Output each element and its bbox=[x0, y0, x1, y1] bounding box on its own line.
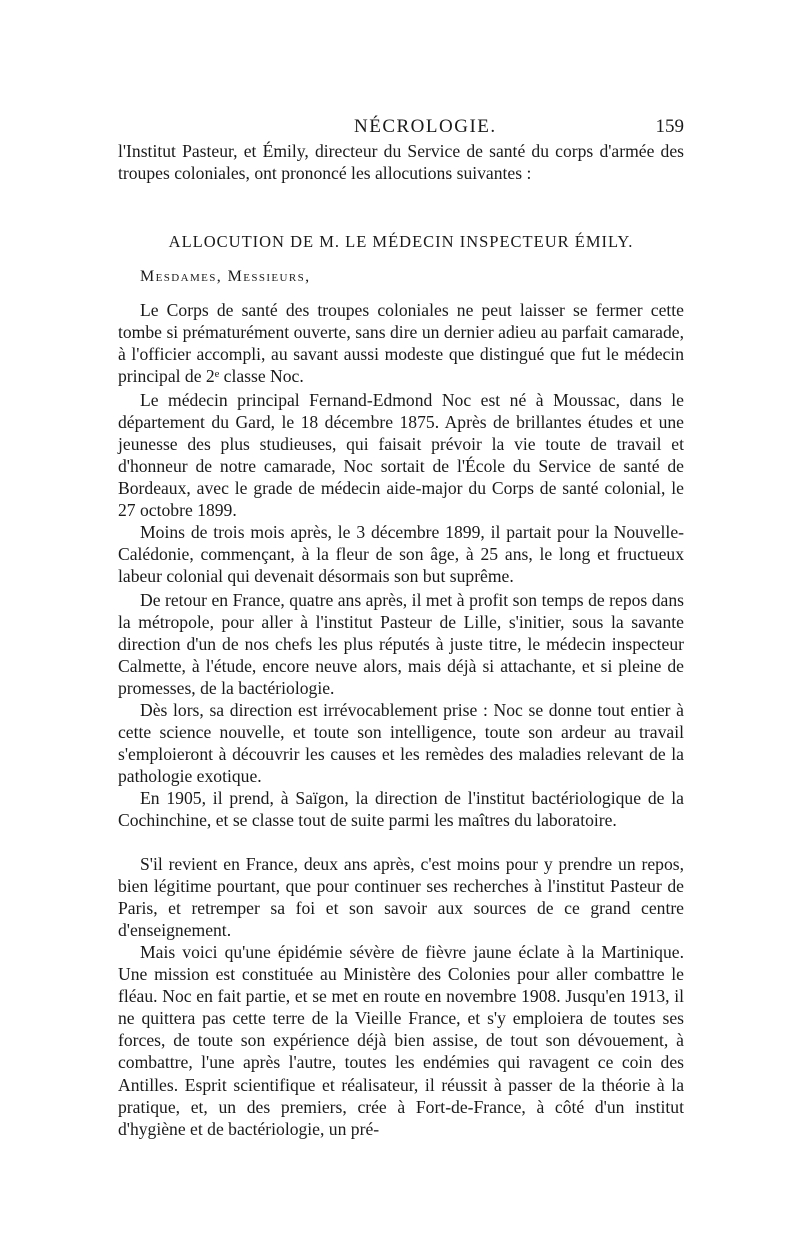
paragraph-8: Mais voici qu'une épidémie sévère de fièvre jaune éclate à la Martinique. Une mission est constituée au Ministère des Colonies pour aller combattre le fléau. Noc en fait partie, et se met en route en novembre 1908. Jusqu'en 1913, il ne quittera pas cette terre de la Vieille France, et s'y emploiera de toutes ses forces, de toute son expérience déjà bien assise, de tout son dévouement, à combattre, l'une après l'autre, toutes les endémies qui ravagent ce coin des Antilles. Esprit scientifique et réalisateur, il réussit à passer de la théorie à la pratique, et, un des premiers, crée à Fort-de-France, à côté d'un institut d'hygiène et de bactériologie, un pré- bbox=[118, 942, 684, 1139]
paragraph-7: S'il revient en France, deux ans après, c'est moins pour y prendre un repos, bien légitime pourtant, que pour continuer ses recherches à l'institut Pasteur de Paris, et retremper sa foi et son savoir aux sources de ce grand centre d'enseignement. bbox=[118, 854, 684, 941]
paragraph-6: En 1905, il prend, à Saïgon, la direction de l'institut bactériologique de la Cochinchine, et se classe tout de suite parmi les maîtres du laboratoire. bbox=[118, 788, 684, 831]
paragraph-2: Le médecin principal Fernand-Edmond Noc est né à Moussac, dans le département du Gard, le 18 décembre 1875. Après de brillantes études et une jeunesse des plus studieuses, qui faisait prévoir la vie toute de travail et d'honneur de notre camarade, Noc sortait de l'École du Service de santé de Bordeaux, avec le grade de médecin aide-major du Corps de santé colonial, le 27 octobre 1899. bbox=[118, 390, 684, 521]
salutation: Mesdames, Messieurs, bbox=[140, 268, 311, 285]
intro-paragraph: l'Institut Pasteur, et Émily, directeur du Service de santé du corps d'armée des troupes coloniales, ont prononcé les allocutions suivantes : bbox=[118, 141, 684, 184]
paragraph-5: Dès lors, sa direction est irrévocablement prise : Noc se donne tout entier à cette science nouvelle, et toute son intelligence, toute son ardeur au travail s'emploieront à découvrir les causes et les remèdes des maladies relevant de la pathologie exotique. bbox=[118, 700, 684, 787]
running-title: NÉCROLOGIE. bbox=[354, 116, 497, 137]
section-heading: ALLOCUTION DE M. LE MÉDECIN INSPECTEUR ÉMILY. bbox=[168, 232, 634, 251]
page-number: 159 bbox=[655, 116, 684, 137]
paragraph-4: De retour en France, quatre ans après, il met à profit son temps de repos dans la métropole, pour aller à l'institut Pasteur de Lille, s'initier, sous la savante direction d'un de nos chefs les plus réputés à juste titre, le médecin inspecteur Calmette, à l'étude, encore neuve alors, mais déjà si attachante, et si pleine de promesses, de la bactériologie. bbox=[118, 590, 684, 699]
paragraph-3: Moins de trois mois après, le 3 décembre 1899, il partait pour la Nouvelle-Calédonie, commençant, à la fleur de son âge, à 25 ans, le long et fructueux labeur colonial qui devenait désormais son but suprême. bbox=[118, 522, 684, 587]
paragraph-1: Le Corps de santé des troupes coloniales ne peut laisser se fermer cette tombe si prématurément ouverte, sans dire un dernier adieu au parfait camarade, à l'officier accompli, au savant aussi modeste que distingué que fut le médecin principal de 2ᵉ classe Noc. bbox=[118, 300, 684, 387]
